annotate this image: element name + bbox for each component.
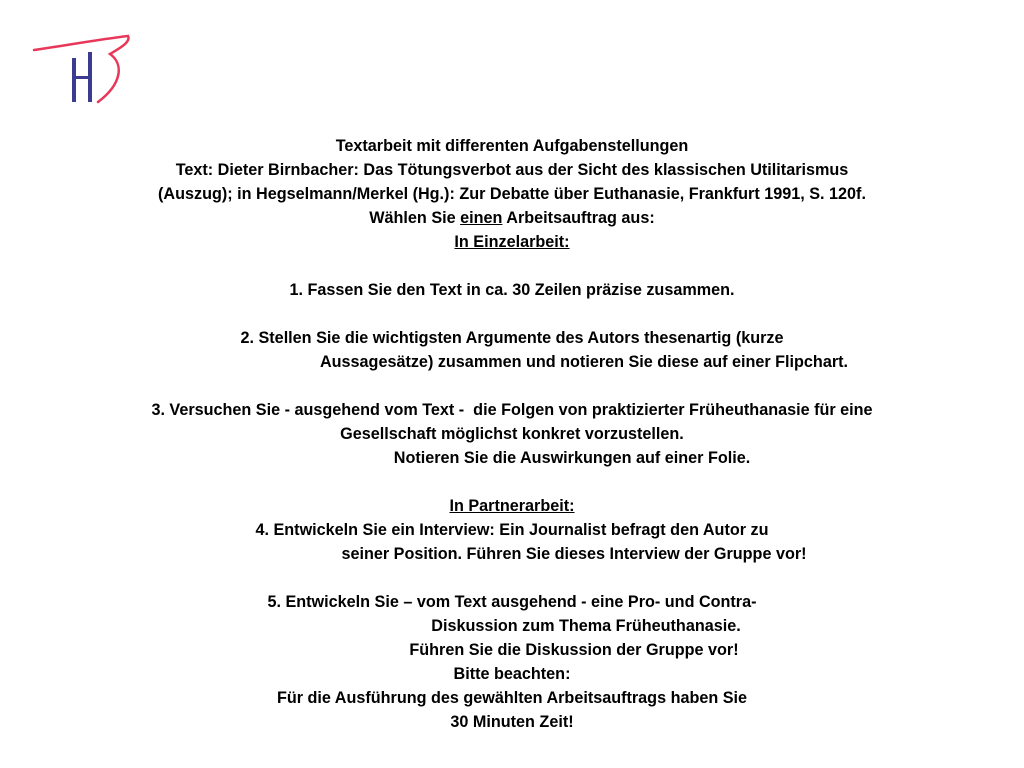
source-line-2: (Auszug); in Hegselmann/Merkel (Hg.): Zur Debatte über Euthanasie, Frankfurt 1991, S. 120f. <box>158 185 866 203</box>
task-5-line-2: Diskussion zum Thema Früheuthanasie. <box>431 617 741 635</box>
note-line-2: 30 Minuten Zeit! <box>450 713 574 731</box>
logo-swoosh <box>34 36 129 102</box>
source-line-1: Text: Dieter Birnbacher: Das Tötungsverbot aus der Sicht des klassischen Utilitarismus <box>175 161 849 179</box>
partner-heading <box>0 494 1024 518</box>
task-3-line-2: Gesellschaft möglichst konkret vorzustellen. <box>340 425 684 443</box>
logo-crossbar <box>76 76 88 79</box>
task-5-line-3: Führen Sie die Diskussion der Gruppe vor! <box>409 641 739 659</box>
task-4-line-2: seiner Position. Führen Sie dieses Interview der Gruppe vor! <box>341 545 807 563</box>
choose-instruction <box>0 206 1024 230</box>
choose-before: Wählen Sie <box>369 209 461 227</box>
task-2-line-1: 2. Stellen Sie die wichtigsten Argumente des Autors thesenartig (kurze <box>240 329 784 347</box>
task-3-line-3: Notieren Sie die Auswirkungen auf einer Folie. <box>393 449 751 467</box>
note-heading: Bitte beachten: <box>453 665 571 683</box>
choose-emphasis: einen <box>460 209 503 227</box>
page-title: Textarbeit mit differenten Aufgabenstellungen <box>335 137 689 155</box>
logo-bar-right <box>88 52 92 102</box>
task-4-line-1: 4. Entwickeln Sie ein Interview: Ein Journalist befragt den Autor zu <box>255 521 769 539</box>
task-5-line-1: 5. Entwickeln Sie – vom Text ausgehend - eine Pro- und Contra- <box>267 593 757 611</box>
task-2-line-2: Aussagesätze) zusammen und notieren Sie diese auf einer Flipchart. <box>319 353 849 371</box>
individual-heading-text: In Einzelarbeit: <box>454 233 570 251</box>
individual-heading <box>0 230 1024 254</box>
partner-heading-text: In Partnerarbeit: <box>449 497 575 515</box>
note-line-1: Für die Ausführung des gewählten Arbeitsauftrags haben Sie <box>276 689 748 707</box>
institution-logo <box>32 34 132 106</box>
task-1: 1. Fassen Sie den Text in ca. 30 Zeilen präzise zusammen. <box>289 281 735 299</box>
task-3-line-1: 3. Versuchen Sie - ausgehend vom Text - die Folgen von praktizierter Früheuthanasie für eine <box>151 401 873 419</box>
logo-bar-left <box>72 58 76 102</box>
choose-after: Arbeitsauftrag aus: <box>502 209 655 227</box>
